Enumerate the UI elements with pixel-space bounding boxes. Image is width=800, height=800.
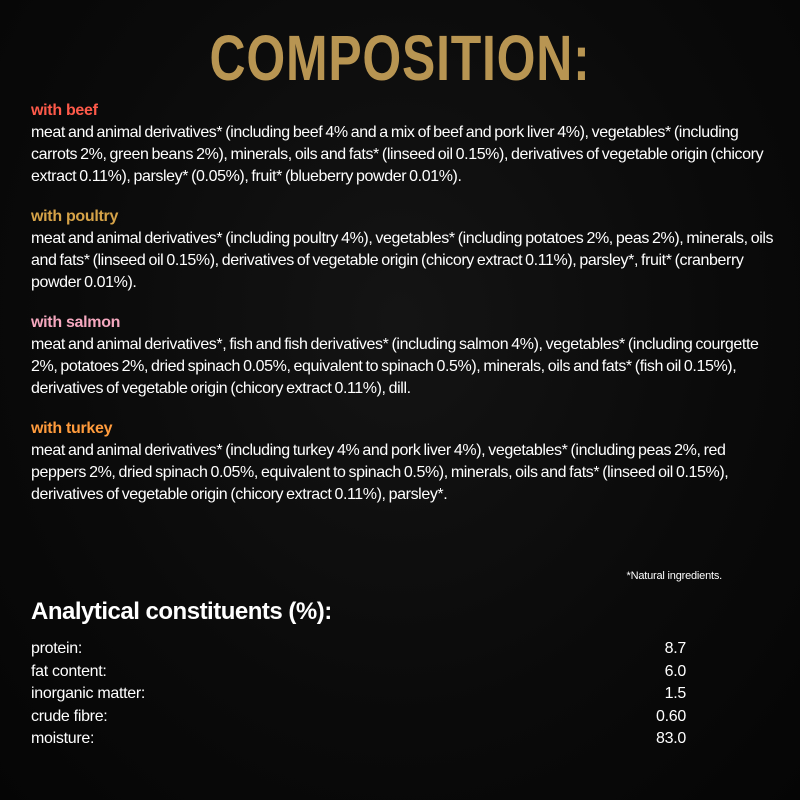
analysis-label: moisture: <box>31 730 95 747</box>
analysis-row-fibre <box>31 706 686 729</box>
section-label-poultry: with poultry <box>31 208 119 225</box>
composition-list <box>31 100 781 524</box>
footnote: *Natural ingredients. <box>626 570 722 582</box>
analysis-row-fat <box>31 661 686 684</box>
analysis-label: crude fibre: <box>31 707 108 725</box>
analysis-value: 83.0 <box>656 730 686 747</box>
analysis-row-inorganic <box>31 683 686 706</box>
section-turkey <box>31 418 781 506</box>
analysis-label: fat content: <box>31 662 107 680</box>
analysis-value: 0.60 <box>656 707 686 725</box>
section-salmon <box>31 312 781 400</box>
section-poultry <box>31 206 781 294</box>
page-title: COMPOSITION: <box>209 22 591 94</box>
section-label-salmon: with salmon <box>31 314 121 331</box>
section-text-salmon: meat and animal derivatives*, fish and fish derivatives* (including salmon 4%), vegetables* (including courgette 2%, potatoes 2%, dried spinach 0.05%, equivalent to spinach 0.5%), minerals, oils and fats* (fish oil 0.15%), derivatives of vegetable origin (chicory extract 0.11%), dill. <box>31 336 759 397</box>
analysis-title: Analytical constituents (%): <box>31 598 332 625</box>
section-text-turkey: meat and animal derivatives* (including turkey 4% and pork liver 4%), vegetables* (including peas 2%, red peppers 2%, dried spinach 0.05%, equivalent to spinach 0.5%), minerals, oils and fats* (linseed oil 0.15%), derivatives of vegetable origin (chicory extract 0.11%), parsley*. <box>31 442 729 503</box>
analysis-value: 1.5 <box>664 685 686 702</box>
analysis-value: 8.7 <box>664 640 686 657</box>
section-beef <box>31 100 781 188</box>
analysis-row-protein <box>31 638 686 661</box>
section-text-poultry: meat and animal derivatives* (including poultry 4%), vegetables* (including potatoes 2%, peas 2%), minerals, oils and fats* (linseed oil 0.15%), derivatives of vegetable origin (chicory extract 0.11%), parsley*, fruit* (cranberry powder 0.01%). <box>31 230 774 291</box>
analysis-row-moisture <box>31 728 686 751</box>
section-label-beef: with beef <box>31 102 98 119</box>
analysis-label: protein: <box>31 640 82 657</box>
analysis-value: 6.0 <box>664 662 686 680</box>
section-text-beef: meat and animal derivatives* (including beef 4% and a mix of beef and pork liver 4%), vegetables* (including carrots 2%, green beans 2%), minerals, oils and fats* (linseed oil 0.15%), derivatives of vegetable origin (chicory extract 0.11%), parsley* (0.05%), fruit* (blueberry powder 0.01%). <box>31 124 764 185</box>
analysis-label: inorganic matter: <box>31 685 146 702</box>
analysis-table <box>31 638 686 751</box>
section-label-turkey: with turkey <box>31 420 113 437</box>
